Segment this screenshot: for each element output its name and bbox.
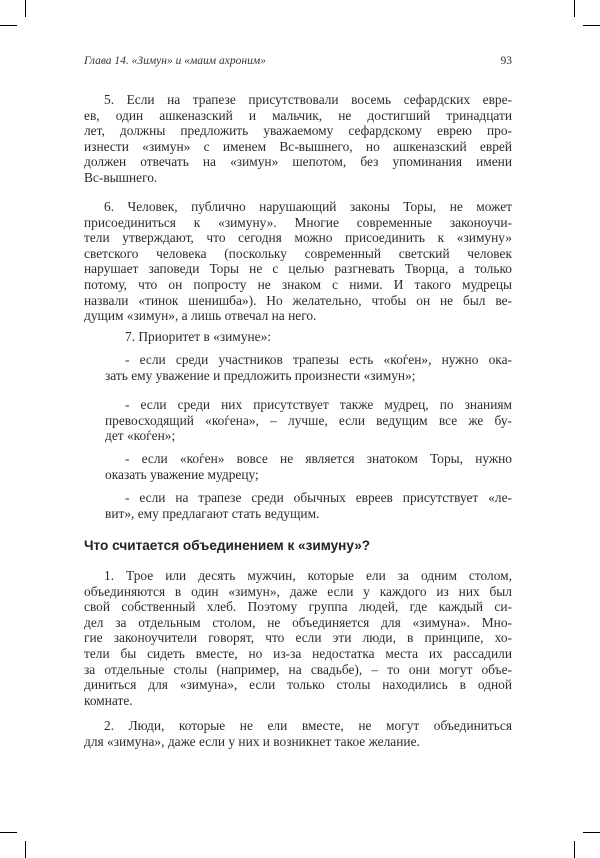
crop-mark bbox=[583, 832, 600, 833]
crop-mark bbox=[25, 841, 26, 858]
text-line: дущим «зимун», а лишь отвечал на него. bbox=[84, 308, 317, 324]
text-line: - если «коѓен» вовсе не является знатоком Торы, нужно bbox=[125, 451, 512, 466]
text-line: свой собственный хлеб. Поэтому группа людей, где каждый си- bbox=[84, 599, 512, 615]
text-line: тели бы сидеть вместе, но из-за недостатка места их рассадили bbox=[84, 645, 512, 661]
bullet-3 bbox=[105, 451, 512, 482]
bullet-1 bbox=[105, 352, 512, 383]
section-heading: Что считается объединением к «зимуну»? bbox=[84, 538, 371, 553]
text-line: для «зимуна», даже если у них и возникнет такое желание. bbox=[84, 733, 420, 749]
text-line: Вс-вышнего. bbox=[84, 169, 158, 185]
text-line: 2. Люди, которые не ели вместе, не могут объединиться bbox=[104, 718, 512, 733]
text-line: потому, что он попросту не знаком с ними. И такого мудрецы bbox=[84, 276, 512, 292]
crop-mark bbox=[574, 0, 575, 17]
text-line: вит», ему предлагают стать ведущим. bbox=[105, 505, 320, 521]
paragraph-5 bbox=[84, 92, 512, 186]
text-line: 5. Если на трапезе присутствовали восемь сефардских евре- bbox=[104, 92, 512, 107]
text-line: тели утверждают, что сегодня можно присоединить к «зимуну» bbox=[84, 230, 512, 246]
text-line: гие законоучители говорят, что если эти люди, в принципе, хо- bbox=[84, 630, 512, 646]
section-paragraph-2 bbox=[84, 718, 512, 749]
section-paragraph-1 bbox=[84, 568, 512, 708]
text-line: превосходящий «коѓена», – лучше, если ведущим все же бу- bbox=[105, 412, 512, 428]
text-line: комнате. bbox=[84, 692, 133, 708]
text-line: диниться для «зимуна», если только столы находились в одной bbox=[84, 677, 512, 693]
text-line: лет, должны предложить уважаемому сефардскому еврею про- bbox=[84, 123, 512, 139]
page-number: 93 bbox=[500, 55, 512, 67]
text-line: оказать уважение мудрецу; bbox=[105, 466, 259, 482]
text-line: ев, один ашкеназский и мальчик, не достигший тринадцати bbox=[84, 107, 512, 123]
text-line: изнести «зимун» с именем Вс-вышнего, но ашкеназский еврей bbox=[84, 138, 512, 154]
text-line: 7. Приоритет в «зимуне»: bbox=[125, 329, 271, 344]
text-line: светского человека (поскольку современный светский человек bbox=[84, 245, 512, 261]
crop-mark bbox=[25, 0, 26, 17]
text-line: - если среди участников трапезы есть «коѓен», нужно ока- bbox=[125, 352, 512, 367]
text-line: за отдельные столы (например, на свадьбе), – то они могут объе- bbox=[84, 661, 512, 677]
crop-mark bbox=[574, 841, 575, 858]
text-line: - если среди них присутствует также мудрец, по знаниям bbox=[125, 397, 512, 412]
bullet-2 bbox=[105, 397, 512, 444]
text-line: 6. Человек, публично нарушающий законы Торы, не может bbox=[104, 199, 512, 214]
crop-mark bbox=[0, 25, 17, 26]
text-line: присоединиться к «зимуну». Многие современные законоучи- bbox=[84, 214, 512, 230]
crop-mark bbox=[583, 25, 600, 26]
text-line: должен отвечать на «зимун» шепотом, без упоминания имени bbox=[84, 154, 512, 170]
crop-mark bbox=[0, 832, 17, 833]
text-line: 1. Трое или десять мужчин, которые ели за одним столом, bbox=[104, 568, 512, 583]
text-line: дел за отдельным столом, не объединяется для «зимуна». Мно- bbox=[84, 614, 512, 630]
paragraph-6 bbox=[84, 199, 512, 324]
text-line: объединяются в один «зимун», даже если у каждого из них был bbox=[84, 583, 512, 599]
paragraph-7 bbox=[105, 329, 512, 345]
running-header-title: Глава 14. «Зимун» и «маим ахроним» bbox=[84, 55, 266, 67]
text-line: дет «коѓен»; bbox=[105, 428, 176, 444]
bullet-4 bbox=[105, 490, 512, 521]
text-line: зать ему уважение и предложить произнести «зимун»; bbox=[105, 367, 416, 383]
text-line: - если на трапезе среди обычных евреев присутствует «ле- bbox=[125, 490, 512, 505]
text-line: нарушает заповеди Торы не с целью разгневать Творца, а только bbox=[84, 261, 512, 277]
text-line: назвали «тинок шенишба»). Но желательно, чтобы он не был ве- bbox=[84, 292, 512, 308]
